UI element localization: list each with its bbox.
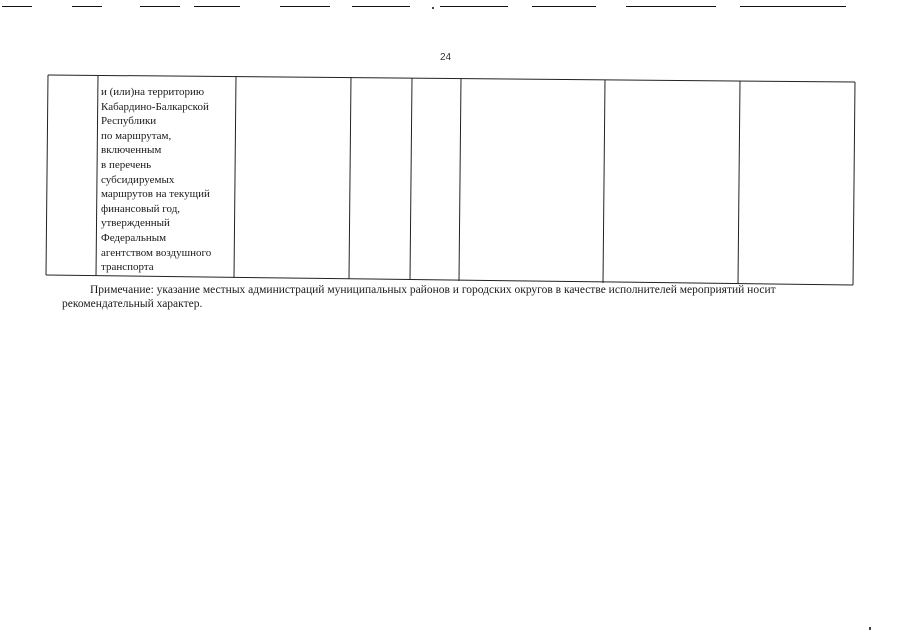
table-column-divider — [96, 75, 98, 276]
table-column-divider — [459, 78, 461, 281]
page-number: 24 — [440, 52, 452, 63]
table-column-divider — [603, 80, 605, 283]
table-top-border — [48, 75, 855, 82]
table-cell-text: и (или)на территорию Кабардино-Балкарской Республики по маршрутам, включенным в перечень субсидируемых маршрутов на текущий финансовый год, утвержденный Федеральным агентством воздушного транспорта — [101, 86, 212, 274]
table-column-divider — [46, 75, 48, 275]
table-column-divider — [738, 81, 740, 284]
scan-speck — [432, 7, 434, 9]
note-text: Примечание: указание местных администраций муниципальных районов и городских округов в качестве исполнителей мероприятий носит рекомендательный характер. — [62, 284, 776, 310]
footnote — [62, 283, 842, 311]
table-column-divider — [349, 77, 351, 279]
table-column-divider — [410, 78, 412, 280]
scan-speck — [869, 627, 871, 630]
table-column-divider — [853, 82, 855, 285]
